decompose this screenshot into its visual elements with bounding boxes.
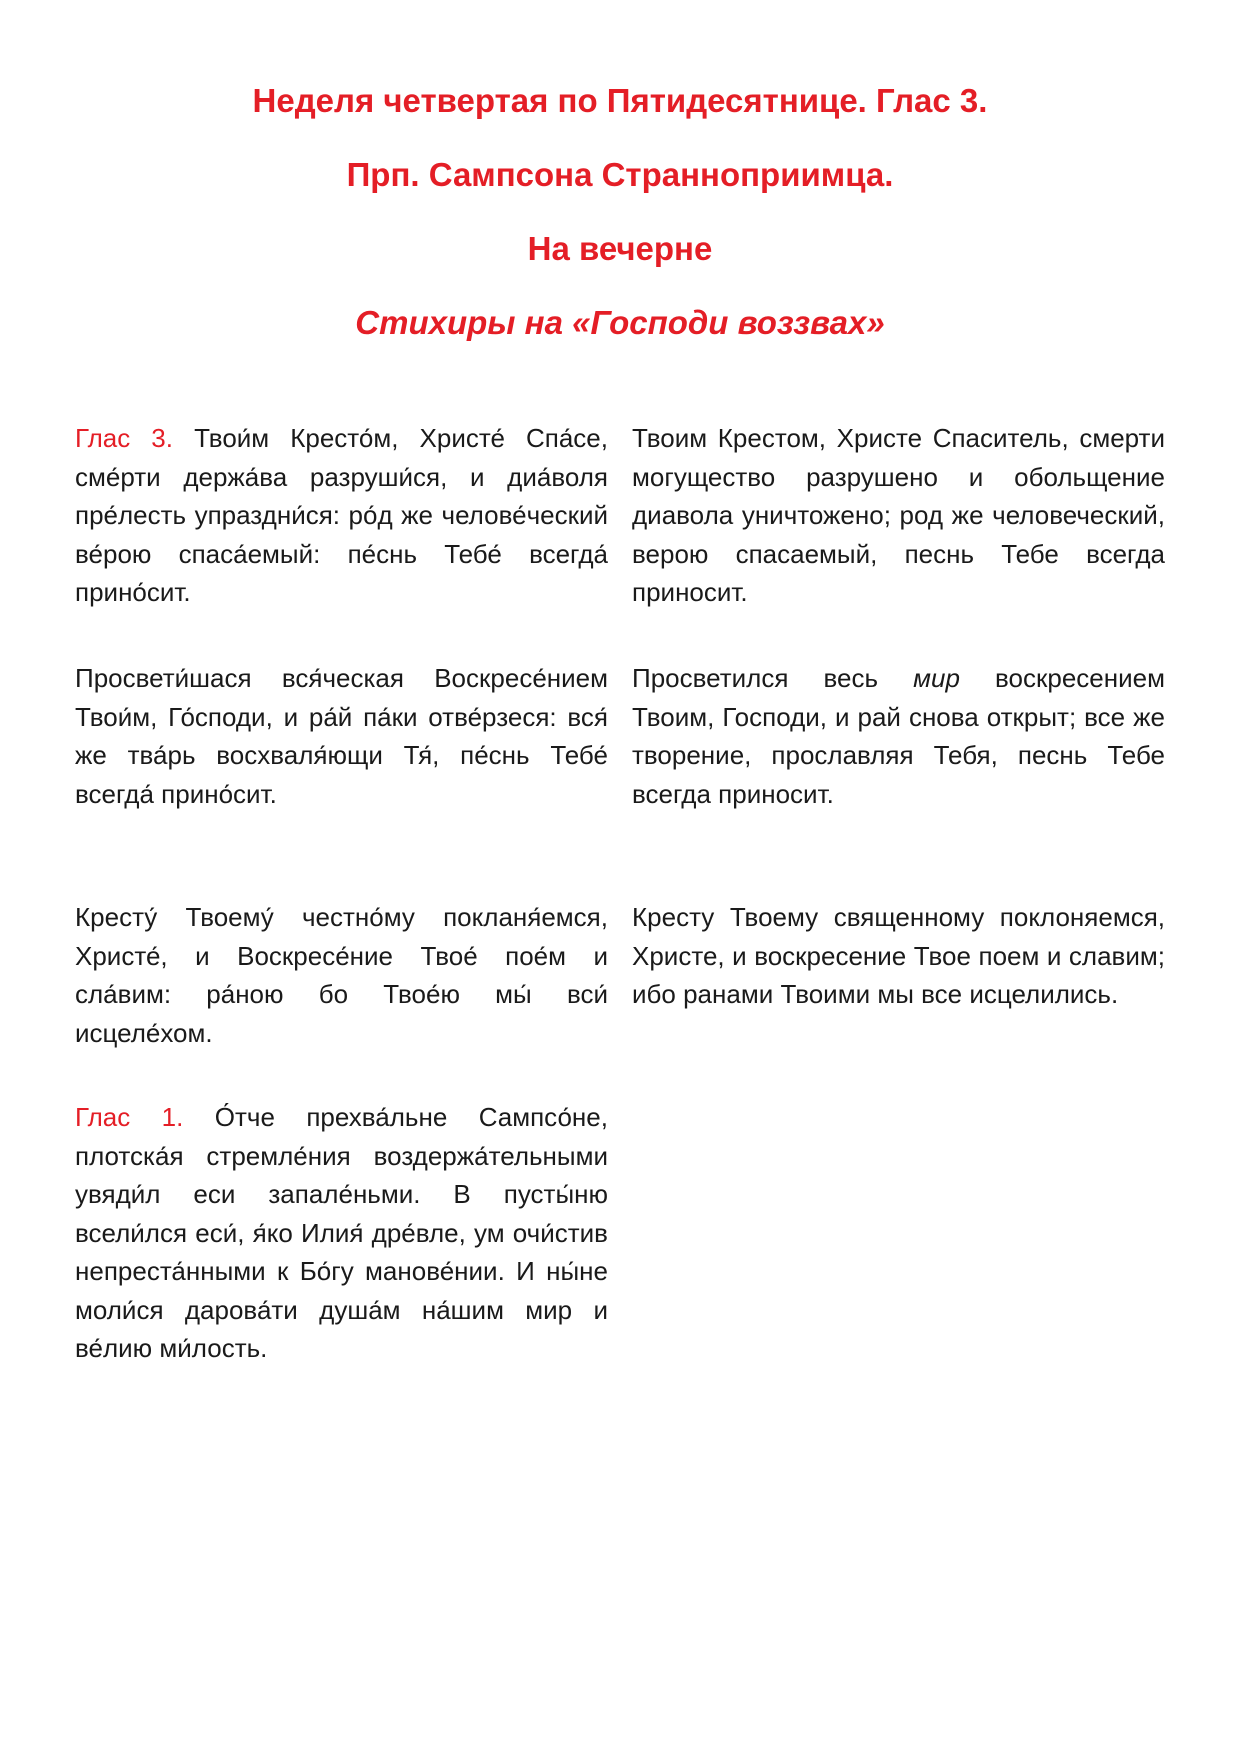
italic-word: мир (913, 663, 960, 693)
translation-text: Просветился весь (632, 663, 914, 693)
sticheron-text: О́тче прехва́льне Сампсо́не, плотска́я стремле́ния воздержа́тельными увяди́л еси запале́ньми. В пусты́ню всели́лся еси́, я́ко Илия́ дре́вле, ум очи́стив непреста́нными к Бо́гу манове́нии. И ны́не моли́ся дарова́ти душа́м на́шим мир и ве́лию ми́лость. (75, 1102, 608, 1363)
church-slavonic-text (75, 1098, 608, 1368)
service-title: Неделя четвертая по Пятидесятнице. Глас 3. (252, 82, 988, 119)
church-slavonic-text (75, 419, 608, 612)
document-header (0, 82, 1240, 378)
church-slavonic-text: Кресту́ Твоему́ честно́му покланя́емся, Христе́, и Воскресе́ние Твое́ пое́м и сла́вим: ра́ною бо Твое́ю мы́ вси́ исцеле́хом. (75, 902, 608, 1048)
russian-translation: Твоим Крестом, Христе Спаситель, смерти могущество разрушено и обольщение диавола уничтожено; род же человеческий, верою спасаемый, песнь Тебе всегда приносит. (632, 423, 1165, 607)
russian-translation (632, 659, 1165, 813)
russian-translation: Кресту Твоему священному поклоняемся, Христе, и воскресение Твое поем и славим; ибо ранами Твоими мы все исцелились. (632, 902, 1165, 1009)
saint-commemoration: Прп. Сампсона Странноприимца. (346, 156, 894, 193)
church-slavonic-text: Просвети́шася вся́ческая Воскресе́нием Твои́м, Го́споди, и ра́й па́ки отве́рзеся: вся́ же тва́рь восхваля́ющи Тя́, пе́снь Тебе́ всегда́ прино́сит. (75, 663, 608, 809)
tone-label: Глас 1. (75, 1102, 184, 1132)
service-section-heading: На вечерне (527, 230, 713, 267)
translation-text: воскресением Твоим, Господи, и рай снова открыт; все же творение, прославляя Тебя, песнь Тебе всегда приносит. (632, 663, 1165, 809)
tone-label: Глас 3. (75, 423, 173, 453)
sticheron-text: Твои́м Кресто́м, Христе́ Спа́се, сме́рти держа́ва разруши́ся, и диа́воля пре́лесть упраздни́ся: ро́д же челове́ческий ве́рою спаса́емый: пе́снь Тебе́ всегда́ прино́сит. (75, 423, 608, 607)
stichera-heading: Стихиры на «Господи воззвах» (355, 304, 885, 341)
